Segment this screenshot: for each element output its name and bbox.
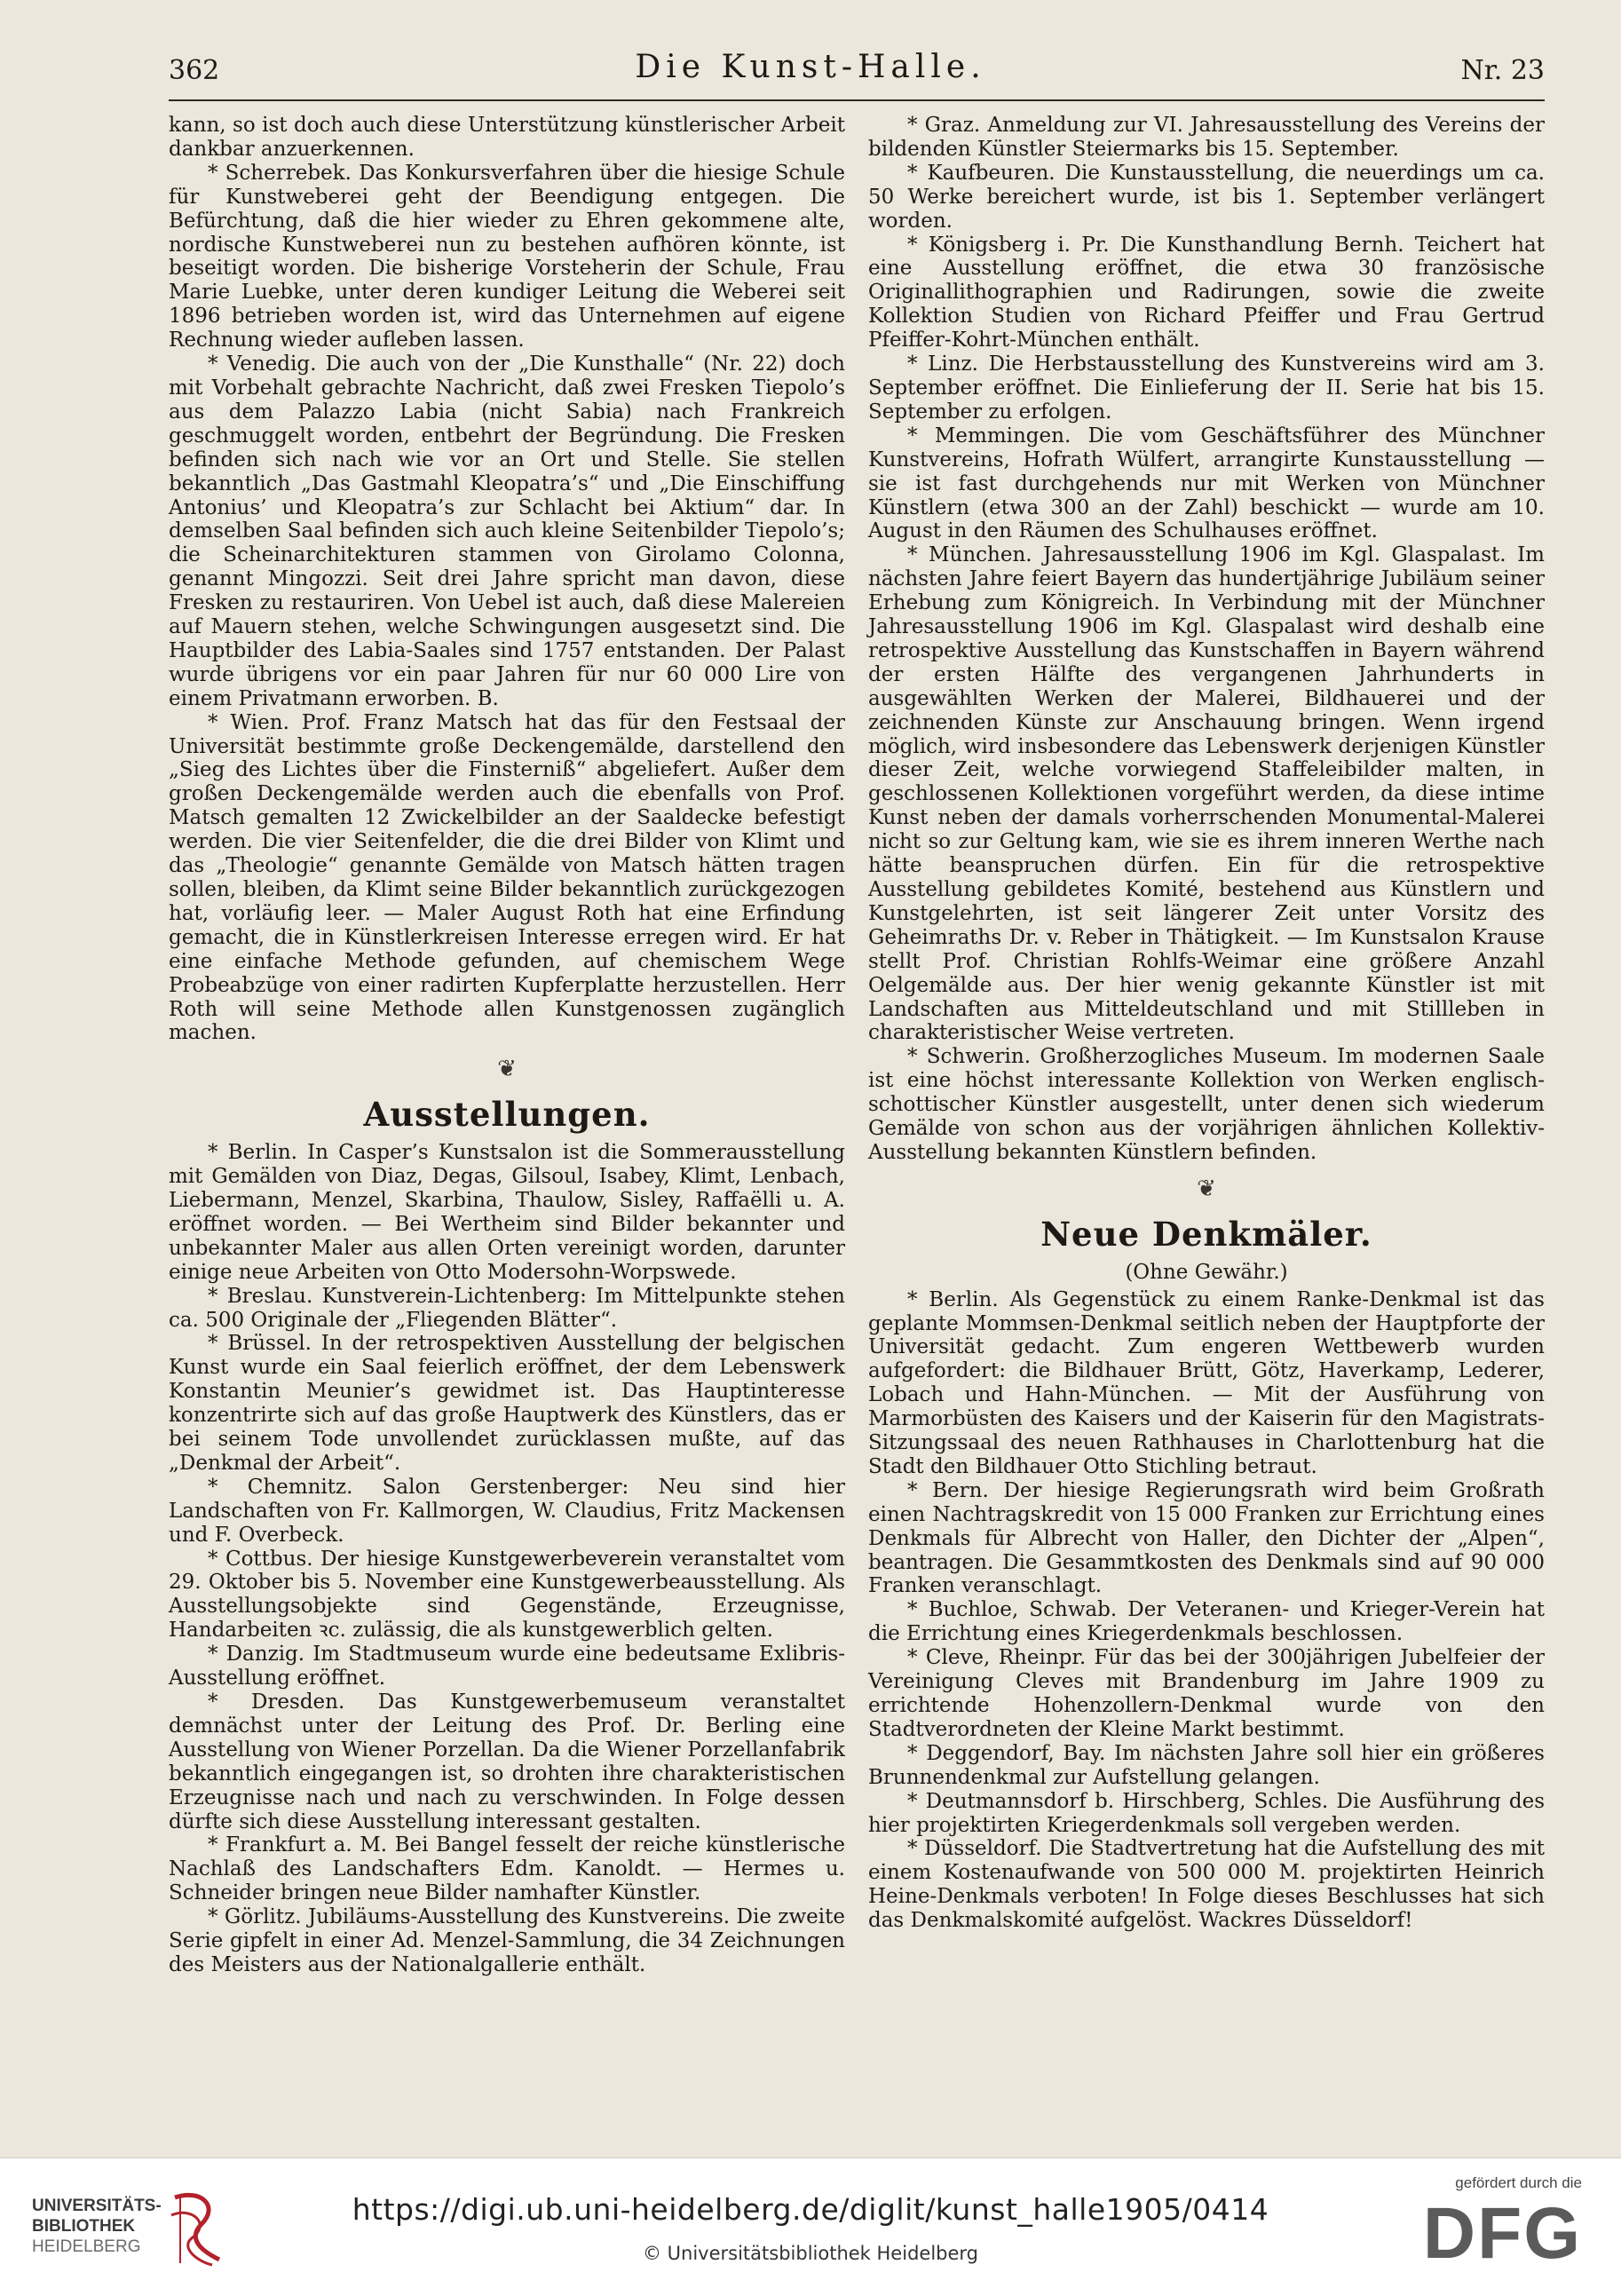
issue-number: Nr. 23 [1460, 55, 1545, 86]
paragraph: * Berlin. Als Gegenstück zu einem Ranke-Denkmal ist das geplante Mommsen-Denkmal seitlich neben der Hauptpforte der Universität gedacht. Zum engeren Wettbewerb wurden aufgefordert: die Bildhauer Brütt, Götz, Haverkamp, Lederer, Lobach und Hahn-München. — Mit der Ausführung von Marmorbüsten des Kaisers und der Kaiserin für den Magistrats-Sitzungssaal des neuen Rathhauses in Charlottenburg hat die Stadt den Bildhauer Otto Stichling betraut. [868, 1287, 1545, 1478]
paragraph: * Wien. Prof. Franz Matsch hat das für den Festsaal der Universität bestimmte große Deckengemälde, darstellend den „Sieg des Lichtes über die Finsterniß“ abgeliefert. Außer dem großen Deckengemälde werden auch die ebenfalls von Prof. Matsch gemalten 12 Zwickelbilder an der Saaldecke befestigt werden. Die vier Seitenfelder, die die drei Bilder von Klimt und das „Theologie“ genannte Gemälde von Matsch hätten tragen sollen, bleiben, da Klimt seine Bilder bekanntlich zurückgezogen hat, vorläufig leer. — Maler August Roth hat eine Erfindung gemacht, die in Künstlerkreisen Interesse erregen wird. Er hat eine einfache Methode gefunden, auf chemischem Wege Probeabzüge von einer radirten Kupferplatte herzustellen. Herr Roth will seine Methode allen Kunstgenossen zugänglich machen. [169, 710, 845, 1045]
right-column [868, 114, 1545, 1933]
page-title: Die Kunst-Halle. [635, 49, 986, 85]
paragraph: kann, so ist doch auch diese Unterstützung künstlerischer Arbeit dankbar anzuerkennen. [169, 114, 845, 161]
paragraph: * Venedig. Die auch von der „Die Kunsthalle“ (Nr. 22) doch mit Vorbehalt gebrachte Nachricht, daß zwei Fresken Tiepolo’s aus dem Palazzo Labia (nicht Sabia) nach Frankreich geschmuggelt worden, entbehrt der Begründung. Die Fresken befinden sich nach wie vor an Ort und Stelle. Sie stellen bekanntlich „Das Gastmahl Kleopatra’s“ und „Die Einschiffung Antonius’ und Kleopatra’s zur Schlacht bei Aktium“ dar. In demselben Saal befinden sich auch kleine Seitenbilder Tiepolo’s; die Scheinarchitekturen stammen von Girolamo Colonna, genannt Mingozzi. Seit drei Jahre spricht man davon, diese Fresken zu restauriren. Von Uebel ist auch, daß diese Malereien auf Mauern stehen, welche Schwingungen ausgesetzt sind. Die Hauptbilder des Labia-Saales sind 1757 entstanden. Der Palast wurde übrigens vor ein paar Jahren für nur 60 000 Lire von einem Privatmann erworben. B. [169, 352, 845, 710]
paragraph: * Schwerin. Großherzogliches Museum. Im modernen Saale ist eine höchst interessante Kollektion von Werken englisch-schottischer Künstler ausgestellt, unter denen sich wiederum Gemälde von schon aus der vorjährigen ähnlichen Kollektiv-Ausstellung bekannten Künstlern befinden. [868, 1045, 1545, 1164]
paragraph: * Deggendorf, Bay. Im nächsten Jahre soll hier ein größeres Brunnendenkmal zur Aufstellung gelangen. [868, 1741, 1545, 1789]
paragraph: * Düsseldorf. Die Stadtvertretung hat die Aufstellung des mit einem Kostenaufwande von 500 000 M. projektirten Heinrich Heine-Denkmals verboten! In Folge dieses Beschlusses hat sich das Denkmalskomité aufgelöst. Wackres Düsseldorf! [868, 1837, 1545, 1933]
dfg-logo[interactable]: DFG [1422, 2193, 1582, 2274]
page-number: 362 [169, 55, 220, 86]
paragraph: * Linz. Die Herbstausstellung des Kunstvereins wird am 3. September eröffnet. Die Einlieferung der II. Serie hat bis 15. September zu erfolgen. [868, 352, 1545, 424]
paragraph: * Berlin. In Casper’s Kunstsalon ist die Sommerausstellung mit Gemälden von Diaz, Degas, Gilsoul, Isabey, Klimt, Lenbach, Liebermann, Menzel, Skarbina, Thaulow, Sisley, Raffaëlli u. A. eröffnet worden. — Bei Wertheim sind Bilder bekannter und unbekannter Maler aus allen Orten vereinigt worden, darunter einige neue Arbeiten von Otto Modersohn-Worpswede. [169, 1141, 845, 1284]
paragraph: * Danzig. Im Stadtmuseum wurde eine bedeutsame Exlibris-Ausstellung eröffnet. [169, 1643, 845, 1690]
left-column [169, 114, 845, 1977]
paragraph: * Graz. Anmeldung zur VI. Jahresausstellung des Vereins der bildenden Künstler Steiermarks bis 15. September. [868, 114, 1545, 161]
paragraph: * Chemnitz. Salon Gerstenberger: Neu sind hier Landschaften von Fr. Kallmorgen, W. Claudius, Fritz Mackensen und F. Overbeck. [169, 1475, 845, 1547]
library-name-line1: UNIVERSITÄTS- [32, 2197, 162, 2215]
section-title-ausstellungen: Ausstellungen. [363, 1095, 651, 1135]
paragraph: * Cleve, Rheinpr. Für das bei der 300jährigen Jubelfeier der Vereinigung Cleves mit Brandenburg im Jahre 1909 zu errichtende Hohenzollern-Denkmal wurde von den Stadtverordneten der Kleine Markt bestimmt. [868, 1646, 1545, 1741]
section-subtitle: (Ohne Gewähr.) [1125, 1260, 1288, 1284]
paragraph: * Scherrebek. Das Konkursverfahren über die hiesige Schule für Kunstweberei geht der Beendigung entgegen. Die Befürchtung, daß die hier wieder zu Ehren gekommene alte, nordische Kunstweberei nun zu bestehen aufhören könnte, ist beseitigt worden. Die bisherige Vorsteherin der Schule, Frau Marie Luebke, unter deren kundiger Leitung die Weberei seit 1896 betrieben worden ist, wird das Unternehmen auf eigene Rechnung wieder aufleben lassen. [169, 161, 845, 352]
library-name-line2: BIBLIOTHEK [32, 2217, 136, 2236]
section-title-neue-denkmaeler: Neue Denkmäler. [1040, 1214, 1372, 1254]
paragraph: * München. Jahresausstellung 1906 im Kgl. Glaspalast. Im nächsten Jahre feiert Bayern das hundertjährige Jubiläum seiner Erhebung zum Königreich. In Verbindung mit der Münchner Jahresausstellung 1906 im Kgl. Glaspalast wird deshalb eine retrospektive Ausstellung das Kunstschaffen in Bayern während der ersten Hälfte des vergangenen Jahrhunderts in ausgewählten Werken der Malerei, Bildhauerei und der zeichnenden Künste zur Anschauung bringen. Wenn irgend möglich, wird insbesondere das Lebenswerk derjenigen Künstler dieser Zeit, welche vorwiegend Staffeleibilder malten, in geschlossenen Kollektionen vorgeführt werden, da diese intime Kunst neben der damals vorherrschenden Monumental-Malerei nicht so zur Geltung kam, wie sie es ihrem inneren Werthe nach hätte beanspruchen dürfen. Ein für die retrospektive Ausstellung gebildetes Komité, bestehend aus Künstlern und Kunstgelehrten, ist seit längerer Zeit unter Vorsitz des Geheimraths Dr. v. Reber in Thätigkeit. — Im Kunstsalon Krause stellt Prof. Christian Rohlfs-Weimar eine größere Anzahl Oelgemälde aus. Der hier wenig gekannte Künstler ist mit Landschaften aus Mitteldeutschland und mit Stillleben in charakteristischer Weise vertreten. [868, 543, 1545, 1045]
paragraph: * Königsberg i. Pr. Die Kunsthandlung Bernh. Teichert hat eine Ausstellung eröffnet, die etwa 30 französische Originallithographien und Radirungen, sowie die zweite Kollektion Studien von Richard Pfeiffer und Frau Gertrud Pfeiffer-Kohrt-München enthält. [868, 233, 1545, 352]
funding-note: gefördert durch die [1455, 2174, 1582, 2191]
paragraph: * Buchloe, Schwab. Der Veteranen- und Krieger-Verein hat die Errichtung eines Kriegerdenkmals beschlossen. [868, 1598, 1545, 1646]
paragraph: * Memmingen. Die vom Geschäftsführer des Münchner Kunstvereins, Hofrath Wülfert, arrangirte Kunstausstellung — sie ist fast durchgehends nur mit Werken von Münchner Künstlern (etwa 300 an der Zahl) beschickt — wurde am 10. August in den Räumen des Schulhauses eröffnet. [868, 424, 1545, 543]
paragraph: * Dresden. Das Kunstgewerbemuseum veranstaltet demnächst unter der Leitung des Prof. Dr. Berling eine Ausstellung von Wiener Porzellan. Da die Wiener Porzellanfabrik bekanntlich eingegangen ist, so drohten ihre charakteristischen Erzeugnisse nach und nach zu verschwinden. In Folge dessen dürfte sich diese Ausstellung interessant gestalten. [169, 1690, 845, 1833]
ornament-icon: ❦ [1197, 1175, 1216, 1202]
paragraph: * Cottbus. Der hiesige Kunstgewerbeverein veranstaltet vom 29. Oktober bis 5. November eine Kunstgewerbeausstellung. Als Ausstellungsobjekte sind Gegenstände, Erzeugnisse, Handarbeiten ꝛc. zulässig, die als kunstgewerblich gelten. [169, 1547, 845, 1643]
paragraph: * Görlitz. Jubiläums-Ausstellung des Kunstvereins. Die zweite Serie gipfelt in einer Ad. Menzel-Sammlung, die 34 Zeichnungen des Meisters aus der Nationalgallerie enthält. [169, 1905, 845, 1976]
paragraph: * Frankfurt a. M. Bei Bangel fesselt der reiche künstlerische Nachlaß des Landschafters Edm. Kanoldt. — Hermes u. Schneider bringen neue Bilder namhafter Künstler. [169, 1833, 845, 1905]
paragraph: * Bern. Der hiesige Regierungsrath wird beim Großrath einen Nachtragskredit von 15 000 Franken zur Errichtung eines Denkmals für Albrecht von Haller, den Dichter der „Alpen“, beantragen. Die Gesammtkosten des Denkmals sind auf 90 000 Franken veranschlagt. [868, 1478, 1545, 1598]
footer-bar [0, 2157, 1621, 2296]
paragraph: * Deutmannsdorf b. Hirschberg, Schles. Die Ausführung des hier projektirten Kriegerdenkmals soll vergeben werden. [868, 1789, 1545, 1837]
paragraph: * Breslau. Kunstverein-Lichtenberg: Im Mittelpunkte stehen ca. 500 Originale der „Fliegenden Blätter“. [169, 1284, 845, 1332]
paragraph: * Brüssel. In der retrospektiven Ausstellung der belgischen Kunst wurde ein Saal feierlich eröffnet, der dem Lebenswerk Konstantin Meunier’s gewidmet ist. Das Hauptinteresse konzentrirte sich auf das große Hauptwerk des Künstlers, das er bei seinem Tode unvollendet zurücklassen mußte, auf das „Denkmal der Arbeit“. [169, 1332, 845, 1475]
library-city: HEIDELBERG [32, 2237, 141, 2256]
copyright-notice: © Universitätsbibliothek Heidelberg [642, 2243, 978, 2264]
document-url-link[interactable]: https://digi.ub.uni-heidelberg.de/diglit/kunst_halle1905/0414 [352, 2192, 1269, 2227]
paragraph: * Kaufbeuren. Die Kunstausstellung, die neuerdings um ca. 50 Werke bereichert wurde, ist bis 1. September verlängert worden. [868, 161, 1545, 233]
ornament-icon: ❦ [497, 1056, 517, 1083]
header-rule [169, 99, 1545, 101]
